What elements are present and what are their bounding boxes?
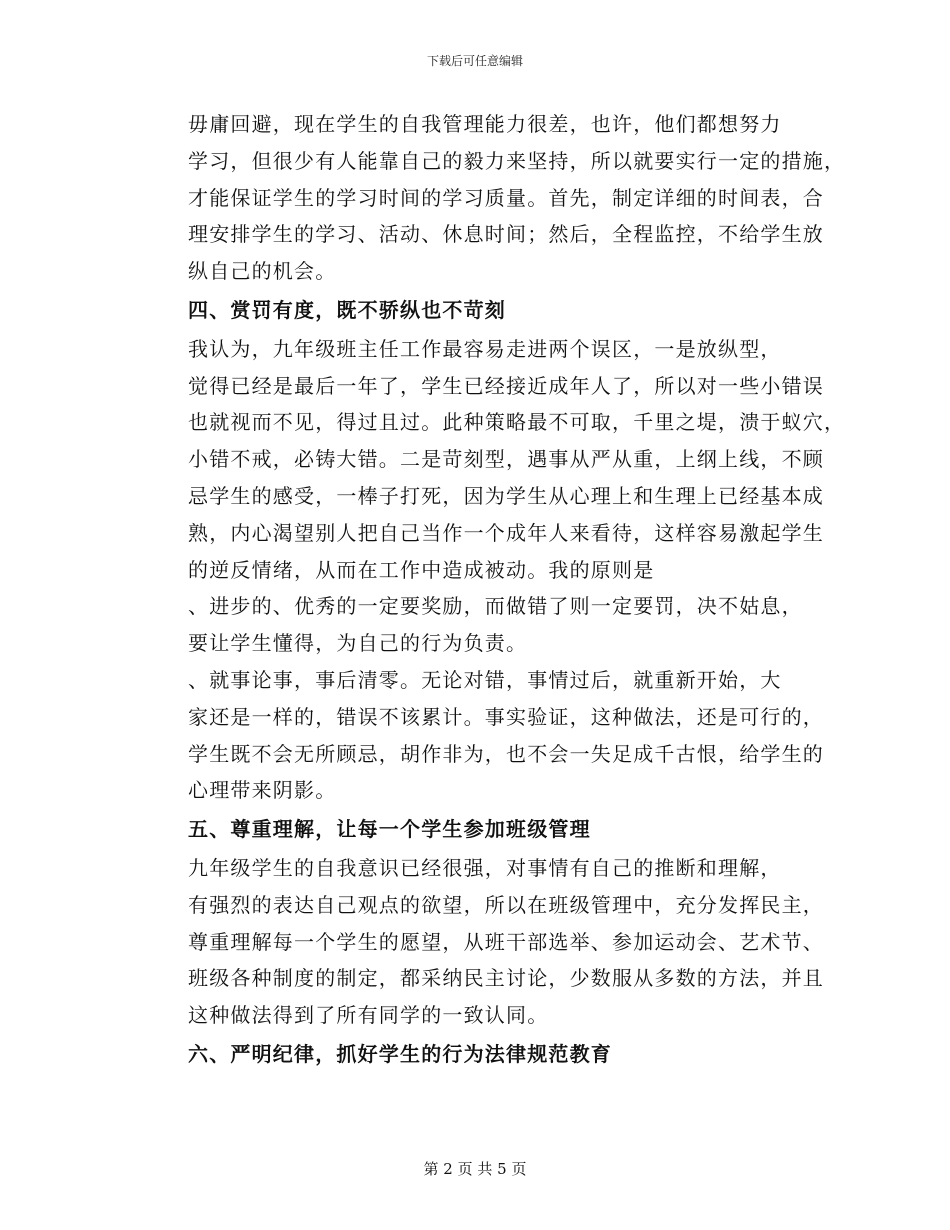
section-heading-6 [142,1036,814,1073]
text-line: 毋庸回避，现在学生的自我管理能力很差，也许，他们都想努力 [188,112,782,136]
text-line: 有强烈的表达自己观点的欲望，所以在班级管理中，充分发挥民主， [188,892,824,917]
text-line: 理安排学生的学习、活动、休息时间；然后，全程监控，不给学生放 [188,222,824,247]
text-line: 九年级学生的自我意识已经很强，对事情有自己的推断和理解， [188,855,782,880]
text-line: 才能保证学生的学习时间的学习质量。首先，制定详细的时间表，合 [188,185,824,210]
text-line: 觉得已经是最后一年了，学生已经接近成年人了，所以对一些小错误 [188,373,824,398]
text-line: 学生既不会无所顾忌，胡作非为，也不会一失足成千古恨，给学生的 [188,741,824,766]
heading-text: 六、严明纪律，抓好学生的行为法律规范教育 [188,1041,612,1066]
heading-text: 五、尊重理解，让每一个学生参加班级管理 [188,817,591,842]
text-line: 我认为，九年级班主任工作最容易走进两个误区，一是放纵型， [188,336,782,361]
paragraph [142,588,814,662]
paragraph [142,106,846,290]
paragraph [142,662,824,809]
text-line: 学习，但很少有人能靠自己的毅力来坚持，所以就要实行一定的措施， [188,148,846,173]
section-heading-5 [142,811,814,848]
paragraph [142,331,846,589]
paragraph [142,850,824,1034]
text-line: 、进步的、优秀的一定要奖励，而做错了则一定要罚，决不姑息， [188,594,803,619]
text-line: 家还是一样的，错误不该累计。事实验证，这种做法，还是可行的， [188,704,824,729]
document-body [142,106,846,1075]
text-line: 小错不戒，必铸大错。二是苛刻型，遇事从严从重，上纲上线，不顾 [188,447,824,472]
text-line: 忌学生的感受，一棒子打死，因为学生从心理上和生理上已经基本成 [188,483,824,508]
heading-text: 四、赏罚有度，既不骄纵也不苛刻 [188,297,506,322]
text-line: 熟，内心渴望别人把自己当作一个成年人来看待，这样容易激起学生 [188,520,824,545]
page-header: 下载后可任意编辑 [426,54,523,68]
section-heading-4 [142,292,814,329]
text-line: 班级各种制度的制定，都采纳民主讨论，少数服从多数的方法，并且 [188,966,824,991]
text-line: 要让学生懂得，为自己的行为负责。 [188,631,528,656]
page-number: 第 2 页 共 5 页 [423,1160,527,1178]
text-line: 也就视而不见，得过且过。此种策略最不可取，千里之堤，溃于蚁穴， [188,410,846,435]
text-line: 尊重理解每一个学生的愿望，从班干部选举、参加运动会、艺术节、 [188,929,824,954]
text-line: 这种做法得到了所有同学的一致认同。 [188,1003,549,1028]
text-line: 的逆反情绪，从而在工作中造成被动。我的原则是 [188,557,655,582]
text-line: 纵自己的机会。 [188,259,337,284]
text-line: 、就事论事，事后清零。无论对错，事情过后，就重新开始，大 [188,667,782,692]
text-line: 心理带来阴影。 [188,778,337,803]
